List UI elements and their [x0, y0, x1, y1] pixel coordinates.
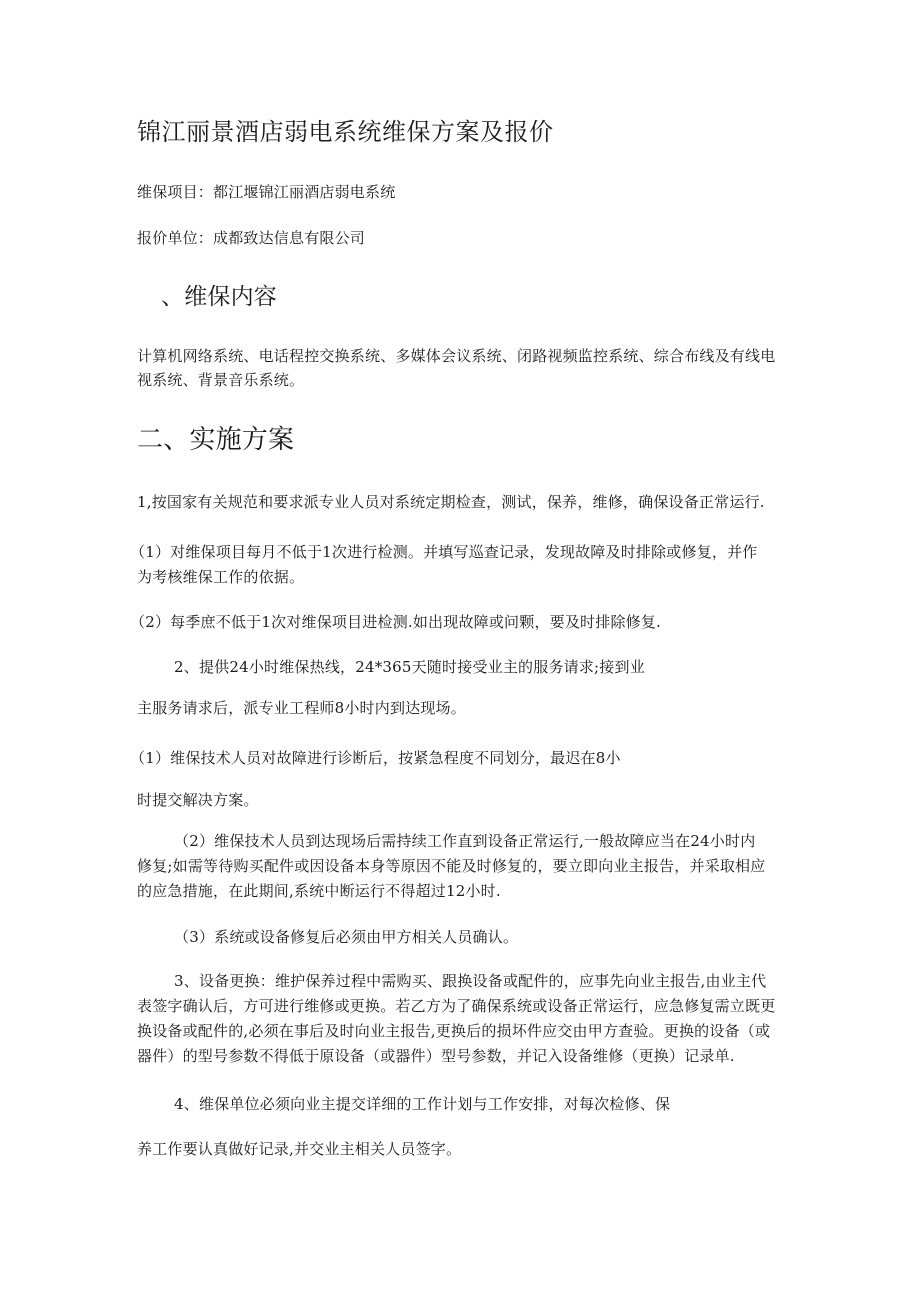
paragraph-2-1-line2: 时提交解决方案。 — [137, 791, 259, 809]
paragraph-2-2-line3: 的应急措施，在此期间,系统中断运行不得超过12小时. — [137, 882, 501, 900]
paragraph-2-3: （3）系统或设备修复后必须由甲方相关人员确认。 — [174, 928, 519, 946]
paragraph-4-line2: 养工作要认真做好记录,并交业主相关人员签字。 — [137, 1140, 462, 1158]
section1-heading: 、维保内容 — [161, 284, 277, 310]
paragraph-2-2-line2: 修复;如需等待购买配件或因设备本身等原因不能及时修复的，要立即向业主报告，并采取相应 — [137, 857, 766, 875]
paragraph-2-line2: 主服务请求后，派专业工程师8小时内到达现场。 — [137, 699, 466, 717]
section2-heading: 二、实施方案 — [137, 425, 295, 455]
paragraph-1-2: （2）每季庶不低于1次对维保项目进检测.如出现故障或问颗，要及时排除修复. — [130, 613, 662, 631]
paragraph-1: 1,按国家有关规范和要求派专业人员对系统定期检查，测试，保养，维修，确保设备正常运行. — [137, 493, 765, 511]
project-line: 维保项目：都江堰锦江丽酒店弱电系统 — [137, 183, 396, 201]
paragraph-3-line2: 表签字确认后，方可进行维修或更换。若乙方为了确保系统或设备正常运行，应急修复需立既更 — [137, 997, 776, 1015]
document-title: 锦江丽景酒店弱电系统维保方案及报价 — [137, 118, 554, 146]
paragraph-2-1-line1: （1）维保技术人员对故障进行诊断后，按紧急程度不同划分，最迟在8小 — [130, 749, 621, 767]
section1-body-line1: 计算机网络系统、电话程控交换系统、多媒体会议系统、闭路视频监控系统、综合布线及有线电 — [137, 347, 776, 365]
section1-body-line2: 视系统、背景音乐系统。 — [137, 371, 305, 389]
paragraph-1-1-line1: （1）对维保项目每月不低于1次进行检测。并填写巡查记录，发现故障及时排除或修复，并作 — [130, 543, 758, 561]
paragraph-4-line1: 4、维保单位必须向业主提交详细的工作计划与工作安排，对每次检修、保 — [174, 1095, 671, 1113]
paragraph-3-line1: 3、设备更换：维护保养过程中需购买、跟换设备或配件的，应事先向业主报告,由业主代 — [174, 972, 767, 990]
paragraph-3-line3: 换设备或配件的,必须在事后及时向业主报告,更换后的损坏件应交由甲方查验。更换的设备（或 — [137, 1022, 771, 1040]
company-line: 报价单位：成都致达信息有限公司 — [137, 229, 366, 247]
paragraph-3-line4: 器件）的型号参数不得低于原设备（或器件）型号参数，并记入设备维修（更换）记录单. — [137, 1047, 735, 1065]
paragraph-1-1-line2: 为考核维保工作的依据。 — [137, 568, 305, 586]
paragraph-2-2-line1: （2）维保技术人员到达现场后需持续工作直到设备正常运行,一般故障应当在24小时内 — [174, 832, 756, 850]
paragraph-2-line1: 2、提供24小时维保热线，24*365天随时接受业主的服务请求;接到业 — [174, 658, 645, 676]
